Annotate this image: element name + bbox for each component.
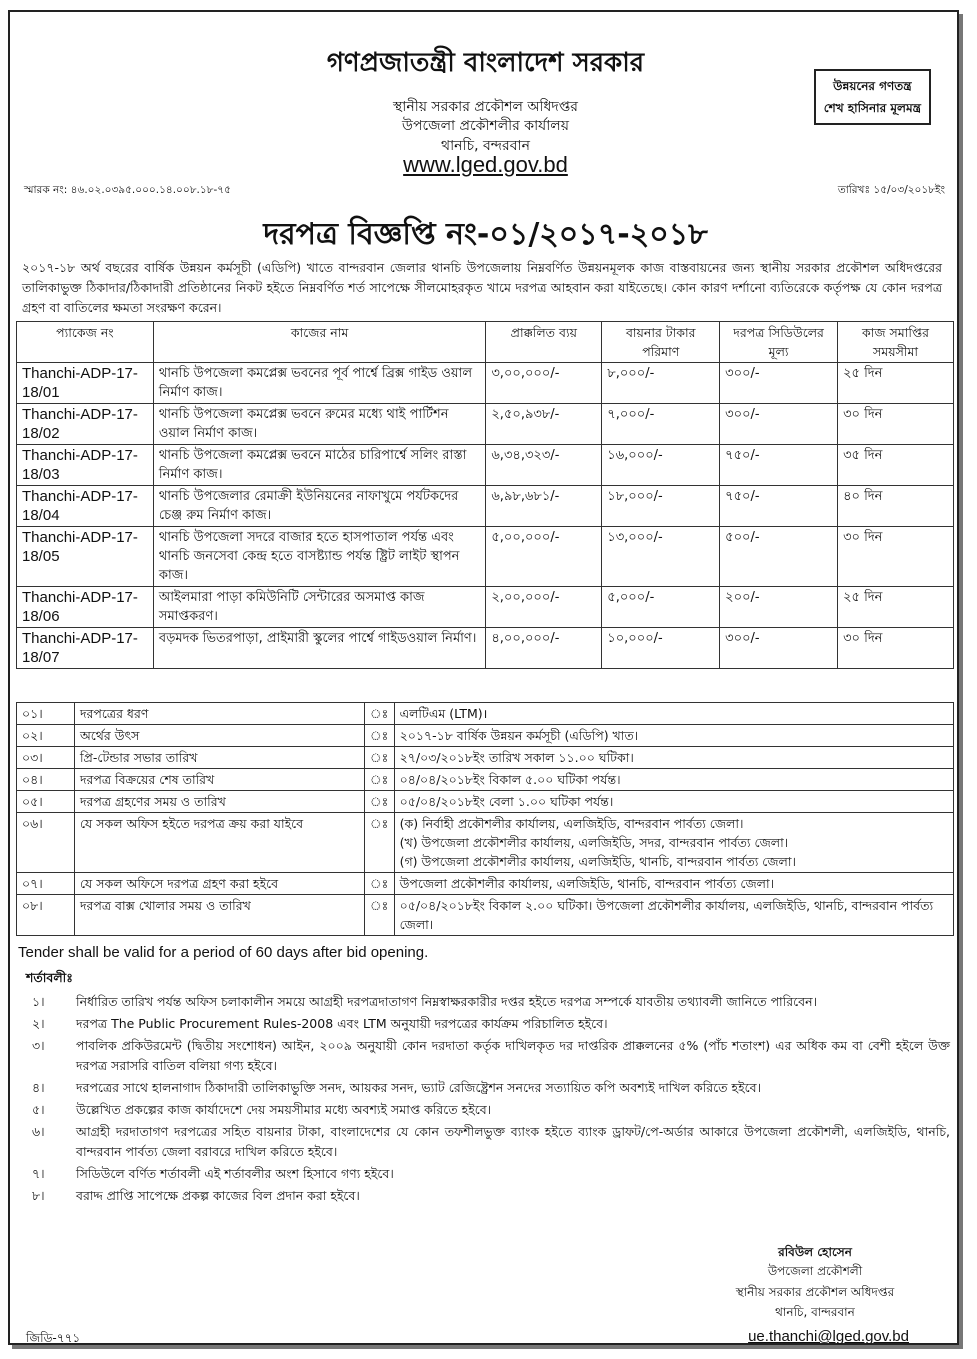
term-no: ৫। — [32, 1102, 45, 1117]
schedule-price: ২০০/- — [720, 587, 838, 628]
completion-time: ২৫ দিন — [838, 587, 954, 628]
detail-separator: ঃ — [364, 791, 394, 813]
work-name: থানচি উপজেলা কমপ্লেক্স ভবনে মাঠের চারিপার্শ্বে সলিং রাস্তা নির্মাণ কাজ। — [153, 445, 486, 486]
detail-separator: ঃ — [364, 703, 394, 725]
detail-label: দরপত্র বাক্স খোলার সময় ও তারিখ — [74, 895, 364, 936]
detail-row — [17, 813, 954, 873]
detail-value: ২০১৭-১৮ বার্ষিক উন্নয়ন কর্মসূচী (এডিপি) খাত। — [394, 725, 953, 747]
detail-separator: ঃ — [364, 873, 394, 895]
work-name: থানচি উপজেলা কমপ্লেক্স ভবনের পূর্ব পার্শ্বে ব্রিক্স গাইড ওয়াল নির্মাণ কাজ। — [153, 363, 486, 404]
package-no: Thanchi-ADP-17-18/06 — [17, 587, 154, 628]
terms-list — [20, 992, 950, 1208]
detail-value: এলটিএম (LTM)। — [394, 703, 953, 725]
table-row — [17, 628, 954, 669]
completion-time: ৩০ দিন — [838, 404, 954, 445]
col-header-completion-time: কাজ সমাপ্তির সময়সীমা — [838, 322, 954, 363]
office-name: উপজেলা প্রকৌশলীর কার্যালয় — [402, 118, 569, 134]
detail-label: দরপত্র গ্রহণের সময় ও তারিখ — [74, 791, 364, 813]
completion-time: ৩০ দিন — [838, 628, 954, 669]
detail-no: ০২। — [17, 725, 75, 747]
term-text: পাবলিক প্রকিউরমেন্ট (দ্বিতীয় সংশোধন) আইন, ২০০৯ অনুযায়ী কোন দরদাতা কর্তৃক দাখিলকৃত দর দাপ্তরিক প্রাক্কলনের ৫% (পাঁচ শতাংশ) এর অধিক কম বা বেশী হইলে উক্ত দরপত্র সরাসরি বাতিল বলিয়া গণ্য হইবে। — [76, 1038, 950, 1073]
completion-time: ৪০ দিন — [838, 486, 954, 527]
intro-paragraph: ২০১৭-১৮ অর্থ বছরের বার্ষিক উন্নয়ন কর্মসূচী (এডিপি) খাতে বান্দরবান জেলার থানচি উপজেলায় নিম্নবর্ণিত উন্নয়নমূলক কাজ বাস্তবায়নের জন্য স্থানীয় সরকার প্রকৌশল অধিদপ্তরের তালিকাভুক্ত ঠিকাদার/ঠিকাদারী প্রতিষ্ঠানের নিকট হইতে নিম্নবর্ণিত শর্ত সাপেক্ষে সীলমোহরকৃত খামে দরপত্র আহবান করা যাইতেছে। কোন কারণ দর্শানো ব্যতিরেকে কর্তৃপক্ষ যে কোন দরপত্র গ্রহণ বা বাতিলের ক্ষমতা সংরক্ষণ করেন। — [22, 260, 942, 315]
detail-label: যে সকল অফিস হইতে দরপত্র ক্রয় করা যাইবে — [74, 813, 364, 873]
earnest-money: ৫,০০০/- — [602, 587, 720, 628]
col-header-package: প্যাকেজ নং — [17, 322, 154, 363]
office-line: (গ) উপজেলা প্রকৌশলীর কার্যালয়, এলজিইডি, থানচি, বান্দরবান পার্বত্য জেলা। — [399, 854, 796, 869]
term-no: ৮। — [32, 1188, 45, 1203]
office-line: (খ) উপজেলা প্রকৌশলীর কার্যালয়, এলজিইডি, সদর, বান্দরবান পার্বত্য জেলা। — [399, 835, 789, 850]
detail-label: দরপত্রের ধরণ — [74, 703, 364, 725]
earnest-money: ১৬,০০০/- — [602, 445, 720, 486]
slogan-line-2: শেখ হাসিনার মূলমন্ত্র — [823, 101, 921, 115]
term-text: উল্লেখিত প্রকল্পের কাজ কার্যাদেশে দেয় সময়সীমার মধ্যে অবশ্যই সমাপ্ত করিতে হইবে। — [76, 1102, 492, 1117]
website-link[interactable]: www.lged.gov.bd — [403, 152, 568, 177]
notice-page — [8, 10, 959, 1345]
package-no: Thanchi-ADP-17-18/04 — [17, 486, 154, 527]
earnest-money: ৭,০০০/- — [602, 404, 720, 445]
footer-code: জিডি-৭৭১ — [26, 1331, 81, 1345]
term-text: সিডিউলে বর্ণিত শর্তাবলী এই শর্তাবলীর অংশ হিসাবে গণ্য হইবে। — [76, 1166, 394, 1181]
detail-value: ০৫/০৪/২০১৮ইং বেলা ১.০০ ঘটিকা পর্যন্ত। — [394, 791, 953, 813]
table-row — [17, 486, 954, 527]
slogan-line-1: উন্নয়নের গণতন্ত্র — [833, 79, 912, 93]
estimated-cost: ৫,০০,০০০/- — [486, 527, 602, 587]
schedule-price: ৭৫০/- — [720, 445, 838, 486]
detail-label: দরপত্র বিক্রয়ের শেষ তারিখ — [74, 769, 364, 791]
col-header-estimated-cost: প্রাক্কলিত ব্যয় — [486, 322, 602, 363]
completion-time: ২৫ দিন — [838, 363, 954, 404]
detail-row — [17, 895, 954, 936]
detail-no: ০৪। — [17, 769, 75, 791]
notice-title: দরপত্র বিজ্ঞপ্তি নং-০১/২০১৭-২০১৮ — [263, 217, 708, 252]
term-item — [20, 1078, 950, 1098]
packages-table — [16, 321, 954, 669]
package-no: Thanchi-ADP-17-18/07 — [17, 628, 154, 669]
package-no: Thanchi-ADP-17-18/01 — [17, 363, 154, 404]
estimated-cost: ৬,৯৮,৬৮১/- — [486, 486, 602, 527]
term-no: ৩। — [32, 1038, 45, 1053]
detail-label: অর্থের উৎস — [74, 725, 364, 747]
detail-label: প্রি-টেন্ডার সভার তারিখ — [74, 747, 364, 769]
col-header-schedule-price: দরপত্র সিডিউলের মূল্য — [720, 322, 838, 363]
completion-time: ৩৫ দিন — [838, 445, 954, 486]
term-item — [20, 992, 950, 1012]
schedule-price: ৩০০/- — [720, 404, 838, 445]
term-text: বরাদ্দ প্রাপ্তি সাপেক্ষে প্রকল্প কাজের বিল প্রদান করা হইবে। — [76, 1188, 360, 1203]
work-name: বড়মদক ভিতরপাড়া, প্রাইমারী স্কুলের পার্শ্বে গাইডওয়াল নির্মাণ। — [153, 628, 486, 669]
estimated-cost: ২,০০,০০০/- — [486, 587, 602, 628]
estimated-cost: ৩,০০,০০০/- — [486, 363, 602, 404]
term-no: ৬। — [32, 1124, 45, 1139]
term-item — [20, 1014, 950, 1034]
detail-row — [17, 769, 954, 791]
tender-details-table — [16, 702, 954, 936]
detail-row — [17, 747, 954, 769]
table-row — [17, 527, 954, 587]
detail-separator: ঃ — [364, 813, 394, 873]
signatory-dept: স্থানীয় সরকার প্রকৌশল অধিদপ্তর — [735, 1285, 895, 1299]
term-text: দরপত্রের সাথে হালনাগাদ ঠিকাদারী তালিকাভুক্তি সনদ, আয়কর সনদ, ভ্যাট রেজিষ্ট্রেশন সনদের সত্যায়িত কপি অবশ্যই দাখিল করিতে হইবে। — [76, 1080, 762, 1095]
earnest-money: ৮,০০০/- — [602, 363, 720, 404]
earnest-money: ১৩,০০০/- — [602, 527, 720, 587]
detail-value: ০৪/০৪/২০১৮ইং বিকাল ৫.০০ ঘটিকা পর্যন্ত। — [394, 769, 953, 791]
detail-row — [17, 703, 954, 725]
table-row — [17, 404, 954, 445]
detail-separator: ঃ — [364, 895, 394, 936]
detail-value: ০৫/০৪/২০১৮ইং বিকাল ২.০০ ঘটিকা। উপজেলা প্রকৌশলীর কার্যালয়, এলজিইডি, থানচি, বান্দরবান পার্বত্য জেলা। — [394, 895, 953, 936]
slogan-box — [814, 69, 931, 125]
schedule-price: ৩০০/- — [720, 628, 838, 669]
detail-value: উপজেলা প্রকৌশলীর কার্যালয়, এলজিইডি, থানচি, বান্দরবান পার্বত্য জেলা। — [394, 873, 953, 895]
completion-time: ৩০ দিন — [838, 527, 954, 587]
term-text: দরপত্র The Public Procurement Rules-2008 এবং LTM অনুযায়ী দরপত্রের কার্যক্রম পরিচালিত হইবে। — [76, 1016, 608, 1031]
schedule-price: ৫০০/- — [720, 527, 838, 587]
term-text: নির্ধারিত তারিখ পর্যন্ত অফিস চলাকালীন সময়ে আগ্রহী দরপত্রদাতাগণ নিম্নস্বাক্ষরকারীর দপ্তর হইতে দরপত্র সম্পর্কে যাবতীয় তথ্যাবলী জানিতে পারিবেন। — [76, 994, 818, 1009]
estimated-cost: ৪,০০,০০০/- — [486, 628, 602, 669]
validity-note: Tender shall be valid for a period of 60 days after bid opening. — [18, 944, 429, 961]
estimated-cost: ২,৫০,৯৩৮/- — [486, 404, 602, 445]
signatory-name: রবিউল হোসেন — [778, 1245, 852, 1259]
notice-date: তারিখঃ ১৫/০৩/২০১৮ইং — [837, 184, 945, 196]
detail-no: ০১। — [17, 703, 75, 725]
detail-no: ০৮। — [17, 895, 75, 936]
term-no: ৪। — [32, 1080, 45, 1095]
table-row — [17, 363, 954, 404]
detail-row — [17, 873, 954, 895]
detail-separator: ঃ — [364, 747, 394, 769]
work-name: থানচি উপজেলা কমপ্লেক্স ভবনে রুমের মধ্যে থাই পার্টিশন ওয়াল নির্মাণ কাজ। — [153, 404, 486, 445]
detail-no: ০৭। — [17, 873, 75, 895]
term-item — [20, 1122, 950, 1162]
detail-value: ২৭/০৩/২০১৮ইং তারিখ সকাল ১১.০০ ঘটিকা। — [394, 747, 953, 769]
col-header-work-name: কাজের নাম — [153, 322, 486, 363]
package-no: Thanchi-ADP-17-18/02 — [17, 404, 154, 445]
table-row — [17, 587, 954, 628]
detail-label: যে সকল অফিসে দরপত্র গ্রহণ করা হইবে — [74, 873, 364, 895]
office-line: (ক) নির্বাহী প্রকৌশলীর কার্যালয়, এলজিইডি, বান্দরবান পার্বত্য জেলা। — [399, 816, 744, 831]
detail-no: ০৫। — [17, 791, 75, 813]
detail-no: ০৬। — [17, 813, 75, 873]
work-name: থানচি উপজেলা সদরে বাজার হতে হাসপাতাল পর্যন্ত এবং থানচি জনসেবা কেন্দ্র হতে বাসষ্ট্যান্ড পর্যন্ত ষ্ট্রিট লাইট স্থাপন কাজ। — [153, 527, 486, 587]
detail-value — [394, 813, 953, 873]
dept-name: স্থানীয় সরকার প্রকৌশল অধিদপ্তর — [393, 99, 578, 115]
govt-title: গণপ্রজাতন্ত্রী বাংলাদেশ সরকার — [326, 48, 645, 78]
term-item — [20, 1100, 950, 1120]
memo-number: স্মারক নং: ৪৬.০২.০৩৯৫.০০০.১৪.০০৮.১৮-৭৫ — [24, 184, 231, 196]
estimated-cost: ৬,৩৪,৩২৩/- — [486, 445, 602, 486]
package-no: Thanchi-ADP-17-18/03 — [17, 445, 154, 486]
earnest-money: ১৮,০০০/- — [602, 486, 720, 527]
signatory-location: থানচি, বান্দরবান — [775, 1305, 855, 1319]
work-name: থানচি উপজেলার রেমাক্রী ইউনিয়নের নাফাখুমে পর্যটকদের চেঞ্জ রুম নির্মাণ কাজ। — [153, 486, 486, 527]
table-header-row — [17, 322, 954, 363]
term-item — [20, 1036, 950, 1076]
detail-row — [17, 725, 954, 747]
term-no: ২। — [32, 1016, 45, 1031]
schedule-price: ৭৫০/- — [720, 486, 838, 527]
terms-heading: শর্তাবলীঃ — [26, 970, 73, 985]
package-no: Thanchi-ADP-17-18/05 — [17, 527, 154, 587]
table-row — [17, 445, 954, 486]
term-no: ১। — [32, 994, 45, 1009]
signatory-designation: উপজেলা প্রকৌশলী — [767, 1264, 863, 1278]
term-no: ৭। — [32, 1166, 45, 1181]
term-item — [20, 1186, 950, 1206]
earnest-money: ১০,০০০/- — [602, 628, 720, 669]
detail-separator: ঃ — [364, 769, 394, 791]
schedule-price: ৩০০/- — [720, 363, 838, 404]
work-name: আইলমারা পাড়া কমিউনিটি সেন্টারের অসমাপ্ত কাজ সমাপ্তকরণ। — [153, 587, 486, 628]
detail-separator: ঃ — [364, 725, 394, 747]
email-link[interactable]: ue.thanchi@lged.gov.bd — [748, 1328, 909, 1345]
term-text: আগ্রহী দরদাতাগণ দরপত্রের সহিত বায়নার টাকা, বাংলাদেশের যে কোন তফশীলভুক্ত ব্যাংক হইতে ব্যাংক ড্রাফট/পে-অর্ডার আকারে উপজেলা প্রকৌশলী, এলজিইডি, থানচি, বান্দরবান পার্বত্য জেলা বরাবরে দাখিল করিতে হইবে। — [76, 1124, 950, 1159]
col-header-earnest-money: বায়নার টাকার পরিমাণ — [602, 322, 720, 363]
term-item — [20, 1164, 950, 1184]
detail-row — [17, 791, 954, 813]
detail-no: ০৩। — [17, 747, 75, 769]
office-location: থানচি, বন্দরবান — [441, 138, 530, 154]
